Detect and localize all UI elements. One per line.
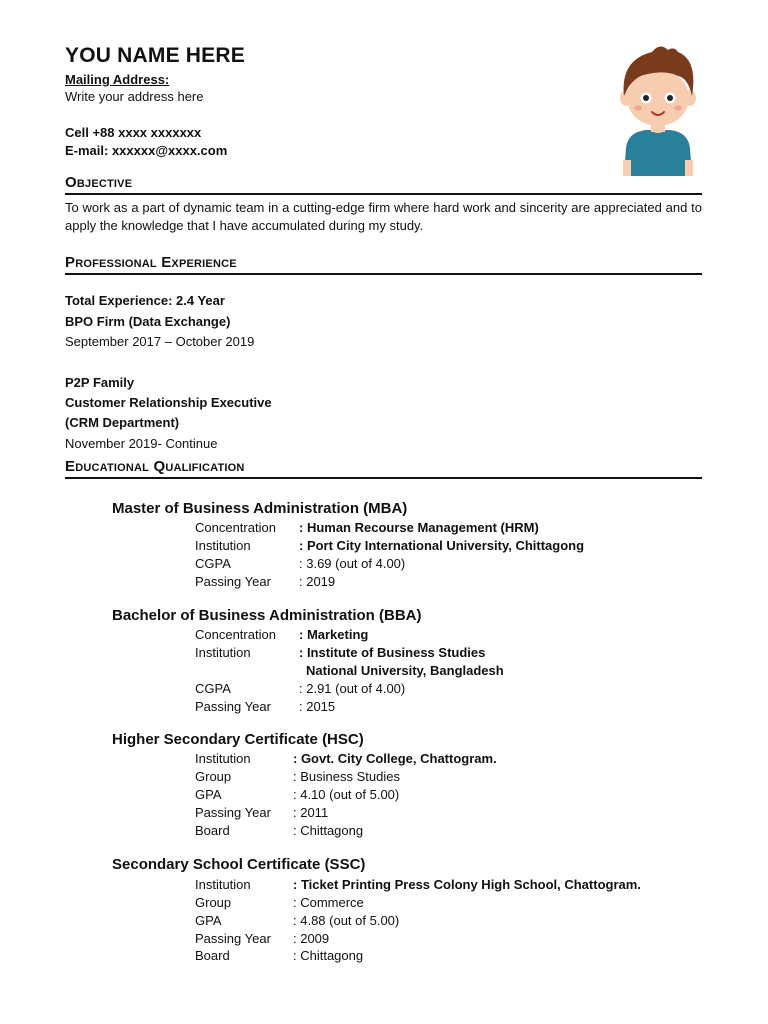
edu-row-label: GPA (195, 913, 222, 928)
cell-number: Cell +88 xxxx xxxxxxx (65, 125, 202, 140)
edu-row-label: Passing Year (195, 699, 271, 714)
job-company: BPO Firm (Data Exchange) (65, 314, 231, 329)
job-period: November 2019- Continue (65, 436, 218, 451)
edu-row-label: Passing Year (195, 805, 271, 820)
edu-row-label: Group (195, 895, 232, 910)
edu-row-value: : 3.69 (out of 4.00) (299, 556, 406, 571)
edu-row-value: : Govt. City College, Chattogram. (293, 751, 497, 766)
section-title-objective: Objective (65, 174, 702, 195)
edu-row-label: GPA (195, 787, 222, 802)
edu-row-label: Group (195, 769, 232, 784)
edu-row-label: Passing Year (195, 574, 271, 589)
edu-row-label: Institution (195, 877, 251, 892)
mailing-address-label: Mailing Address: (65, 72, 170, 87)
edu-row-value: : Chittagong (293, 823, 364, 838)
mailing-address: Write your address here (65, 89, 204, 104)
edu-row-label: Concentration (195, 520, 276, 535)
section-title-education: Educational Qualification (65, 458, 702, 479)
edu-row-value: : 2019 (299, 574, 336, 589)
edu-row-label: Board (195, 948, 230, 963)
edu-row-value: : 2009 (293, 931, 330, 946)
edu-row-label: Board (195, 823, 230, 838)
edu-row-value: : 4.10 (out of 5.00) (293, 787, 400, 802)
job-department: (CRM Department) (65, 415, 180, 430)
degree-title-ssc: Secondary School Certificate (SSC) (112, 856, 366, 873)
degree-title-bba: Bachelor of Business Administration (BBA) (112, 607, 422, 624)
edu-row-value: : Marketing (299, 627, 369, 642)
degree-title-mba: Master of Business Administration (MBA) (112, 500, 408, 517)
edu-row-value: : Ticket Printing Press Colony High School, Chattogram. (293, 877, 641, 892)
edu-row-value: : 2015 (299, 699, 336, 714)
edu-row-value: : Port City International University, Chittagong (299, 538, 585, 553)
edu-row-label: CGPA (195, 681, 231, 696)
job-period: September 2017 – October 2019 (65, 334, 255, 349)
total-experience: Total Experience: 2.4 Year (65, 293, 225, 308)
job-company: P2P Family (65, 375, 135, 390)
edu-row-value: : 4.88 (out of 5.00) (293, 913, 400, 928)
edu-row-value: : Human Recourse Management (HRM) (299, 520, 539, 535)
edu-row-value: : 2.91 (out of 4.00) (299, 681, 406, 696)
edu-row-label: Institution (195, 645, 251, 660)
job-role: Customer Relationship Executive (65, 395, 272, 410)
edu-row-label: Concentration (195, 627, 276, 642)
edu-row-value: National University, Bangladesh (306, 663, 504, 678)
resume-name: YOU NAME HERE (65, 44, 245, 67)
edu-row-value: : Commerce (293, 895, 364, 910)
section-title-experience: Professional Experience (65, 254, 702, 275)
edu-row-value: : 2011 (293, 805, 329, 820)
edu-row-label: Institution (195, 538, 251, 553)
edu-row-value: : Institute of Business Studies (299, 645, 486, 660)
degree-title-hsc: Higher Secondary Certificate (HSC) (112, 731, 364, 748)
edu-row-label: CGPA (195, 556, 231, 571)
edu-row-label: Passing Year (195, 931, 271, 946)
edu-row-label: Institution (195, 751, 251, 766)
edu-row-value: : Chittagong (293, 948, 364, 963)
email-address: E-mail: xxxxxx@xxxx.com (65, 143, 228, 158)
edu-row-value: : Business Studies (293, 769, 400, 784)
objective-text: To work as a part of dynamic team in a cutting-edge firm where hard work and sincerity are appreciated and to apply the knowledge that I have accumulated during my study. (65, 200, 702, 233)
avatar-icon (608, 40, 708, 180)
